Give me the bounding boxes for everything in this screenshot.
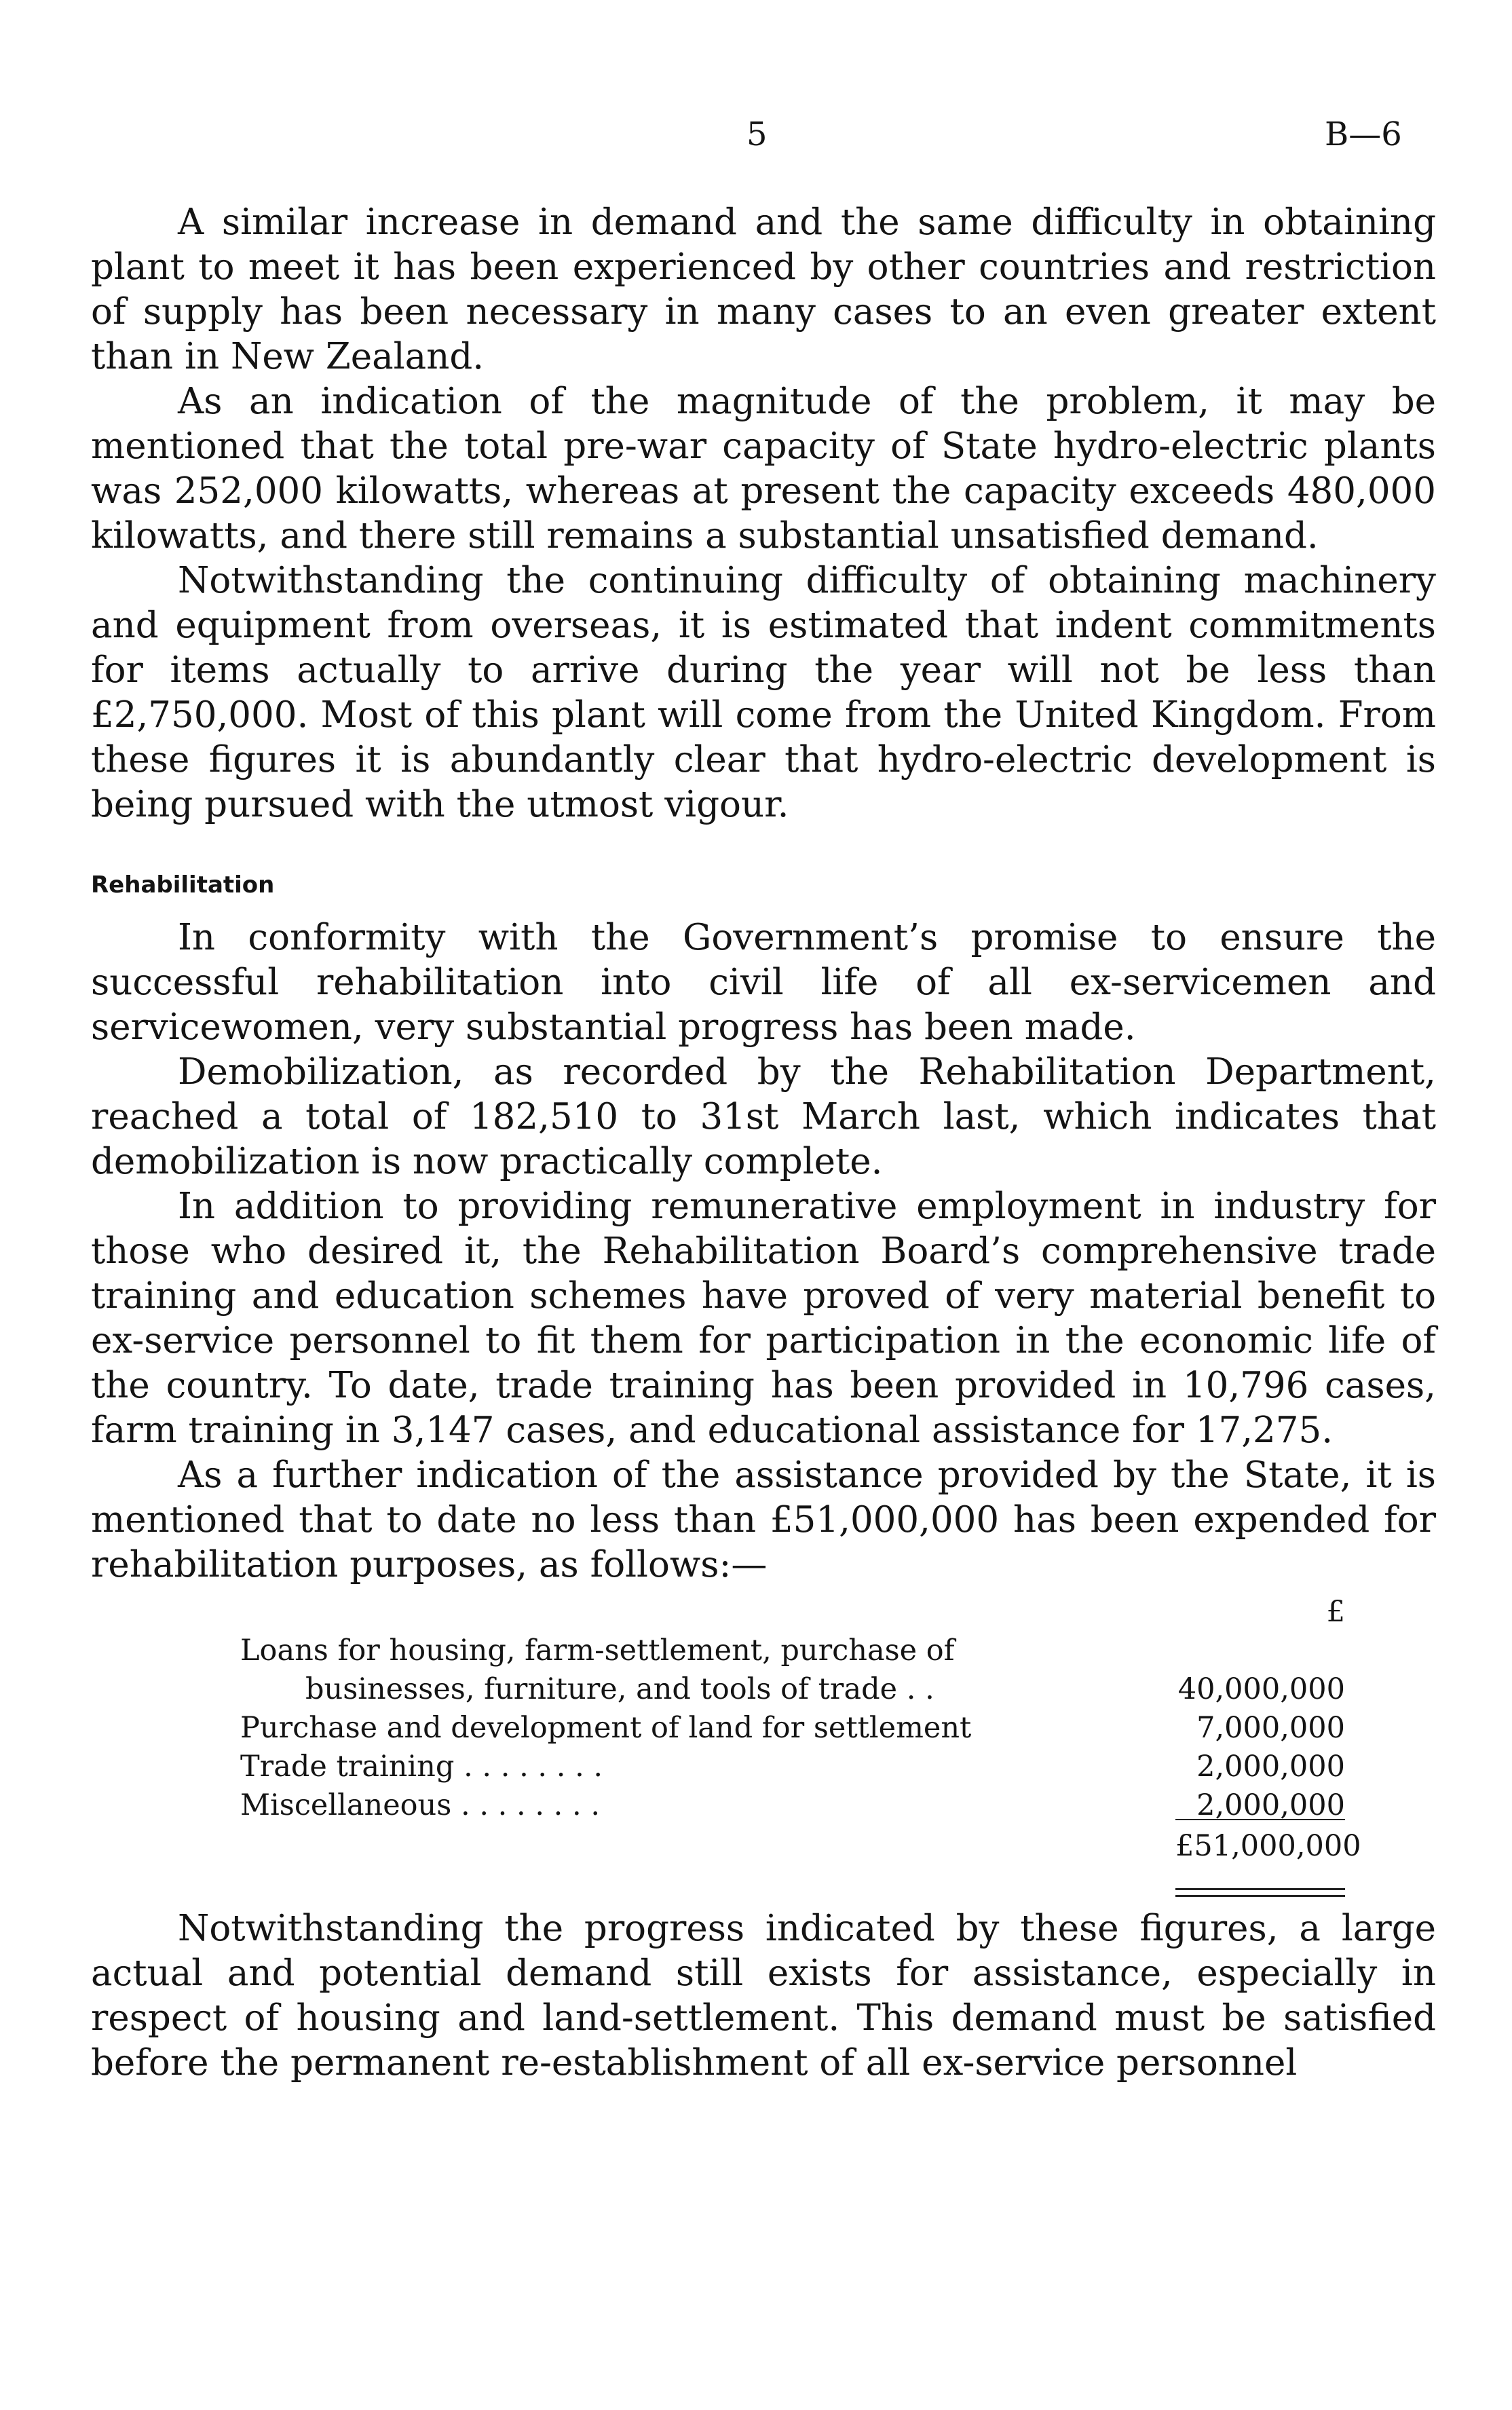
row-label: businesses, furniture, and tools of trade . . xyxy=(305,1672,934,1706)
paragraph: In conformity with the Government’s promise to ensure the successful rehabilitation into civil life of all ex-servicemen and servicewomen, very substantial progress has been made. xyxy=(91,917,1436,1048)
row-label: Trade training . . . . . . . . xyxy=(240,1750,603,1784)
total-rule xyxy=(1175,1819,1345,1820)
paragraph: A similar increase in demand and the same difficulty in obtaining plant to meet it has been experienced by other countries and restriction of supply has been necessary in many cases to an even greater extent than in New Zealand. xyxy=(91,202,1436,377)
document-body xyxy=(91,200,1436,2086)
table-total: £51,000,000 xyxy=(1175,1829,1361,1863)
page-number: 5 xyxy=(746,115,768,153)
row-amount: 2,000,000 xyxy=(1196,1750,1345,1784)
currency-header: £ xyxy=(1326,1595,1345,1629)
paragraph: As an indication of the magnitude of the problem, it may be mentioned that the total pre-war capacity of State hydro-electric plants was 252,000 kilowatts, whereas at present the capacity exceeds 480,000 kilowatts, and there still remains a substantial unsatisfied demand. xyxy=(91,381,1436,557)
table-row xyxy=(240,1748,1345,1786)
table-row xyxy=(240,1709,1345,1748)
paragraph: Demobilization, as recorded by the Rehabilitation Department, reached a total of 182,510 to 31st March last, which indicates that demobilization is now practically complete. xyxy=(91,1051,1436,1182)
page-code: B—6 xyxy=(1325,115,1402,153)
table-row xyxy=(240,1632,1345,1670)
row-label: Loans for housing, farm-settlement, purchase of xyxy=(240,1634,955,1668)
paragraph: As a further indication of the assistance provided by the State, it is mentioned that to date no less than £51,000,000 has been expended for rehabilitation purposes, as follows:— xyxy=(91,1454,1436,1585)
section-heading: Rehabilitation xyxy=(91,871,275,899)
page-header xyxy=(0,115,1512,170)
row-amount: 7,000,000 xyxy=(1196,1711,1345,1745)
row-amount: 2,000,000 xyxy=(1196,1788,1345,1822)
row-label: Purchase and development of land for settlement xyxy=(240,1711,972,1745)
row-amount: 40,000,000 xyxy=(1177,1672,1345,1706)
total-double-rule xyxy=(1175,1888,1345,1897)
expenditure-table xyxy=(91,1593,1436,1906)
paragraph: Notwithstanding the progress indicated by these figures, a large actual and potential demand still exists for assistance, especially in respect of housing and land-settlement. This demand must be satisfied before the permanent re-establishment of all ex-service personnel xyxy=(91,1908,1436,2084)
paragraph: In addition to providing remunerative employment in industry for those who desired it, the Rehabilitation Board’s comprehensive trade training and education schemes have proved of very material benefit to ex-service personnel to fit them for participation in the economic life of the country. To date, trade training has been provided in 10,796 cases, farm training in 3,147 cases, and educational assistance for 17,275. xyxy=(91,1186,1436,1451)
row-label: Miscellaneous . . . . . . . . xyxy=(240,1788,601,1822)
paragraph: Notwithstanding the continuing difficulty of obtaining machinery and equipment from overseas, it is estimated that indent commitments for items actually to arrive during the year will not be less than £2,750,000. Most of this plant will come from the United Kingdom. From these figures it is abundantly clear that hydro-electric development is being pursued with the utmost vigour. xyxy=(91,560,1436,825)
table-row xyxy=(240,1670,1345,1709)
